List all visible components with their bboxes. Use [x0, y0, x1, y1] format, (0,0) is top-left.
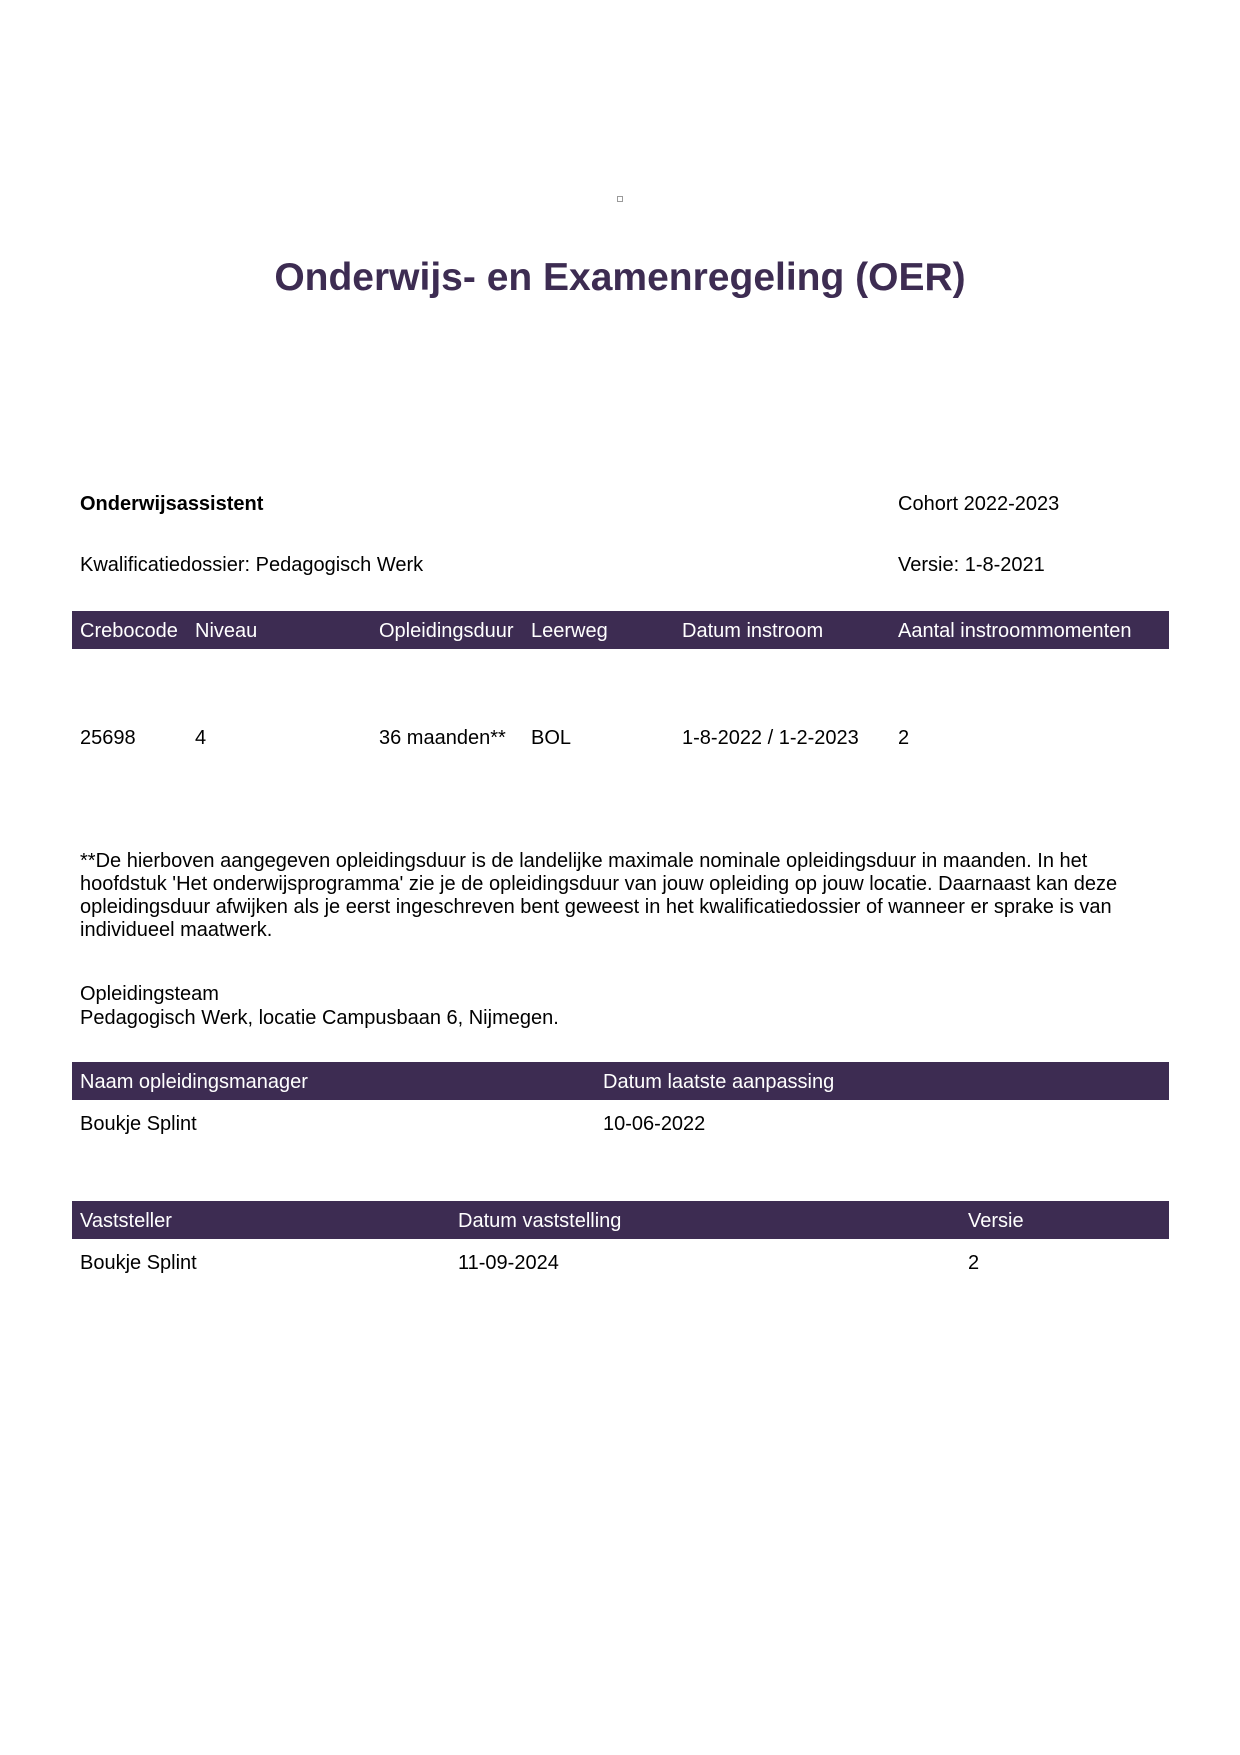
program-name: Onderwijsassistent — [80, 493, 264, 515]
cell-datum-instroom: 1-8-2022 / 1-2-2023 — [682, 727, 859, 749]
team-block — [80, 982, 559, 1030]
cell-opleidingsduur: 36 maanden** — [379, 727, 506, 749]
cell-niveau: 4 — [195, 727, 207, 749]
cell-aantal-instroommomenten: 2 — [898, 727, 910, 749]
footnote: **De hierboven aangegeven opleidingsduur is de landelijke maximale nominale opleidingsduur in maanden. In het hoofdstuk 'Het onderwijsprogramma' zie je de opleidingsduur van jouw opleiding op jouw locatie. Daarnaast kan deze opleidingsduur afwijken als je eerst ingeschreven bent geweest in het kwalificatiedossier of wanneer er sprake is van individueel maatwerk. — [80, 850, 1118, 941]
approval-table-header — [72, 1201, 1169, 1239]
header-leerweg: Leerweg — [531, 620, 608, 642]
manager-table-header — [72, 1062, 1169, 1100]
team-location: Pedagogisch Werk, locatie Campusbaan 6, Nijmegen. — [80, 1007, 559, 1029]
cell-datum-vaststelling: 11-09-2024 — [458, 1252, 559, 1274]
cell-leerweg: BOL — [531, 727, 572, 749]
cohort-label: Cohort 2022-2023 — [898, 493, 1060, 515]
header-vaststeller: Vaststeller — [80, 1210, 172, 1232]
page-title: Onderwijs- en Examenregeling (OER) — [274, 256, 966, 299]
header-datum-vaststelling: Datum vaststelling — [458, 1210, 622, 1232]
header-versie: Versie — [968, 1210, 1024, 1232]
header-opleidingsduur: Opleidingsduur — [379, 620, 514, 642]
header-aantal-instroommomenten: Aantal instroommomenten — [898, 620, 1132, 642]
logo-placeholder-icon — [617, 196, 623, 202]
header-datum-instroom: Datum instroom — [682, 620, 824, 642]
header-naam-opleidingsmanager: Naam opleidingsmanager — [80, 1071, 308, 1093]
header-niveau: Niveau — [195, 620, 258, 642]
header-datum-laatste-aanpassing: Datum laatste aanpassing — [603, 1071, 835, 1093]
qualification-file: Kwalificatiedossier: Pedagogisch Werk — [80, 554, 424, 576]
header-crebocode: Crebocode — [80, 620, 178, 642]
cell-versie: 2 — [968, 1252, 980, 1274]
program-table-header — [72, 611, 1169, 649]
cell-crebocode: 25698 — [80, 727, 136, 749]
team-label: Opleidingsteam — [80, 983, 219, 1005]
cell-manager-name: Boukje Splint — [80, 1113, 197, 1135]
cell-vaststeller: Boukje Splint — [80, 1252, 197, 1274]
cell-last-modified: 10-06-2022 — [603, 1113, 706, 1135]
version-label: Versie: 1-8-2021 — [898, 554, 1045, 576]
